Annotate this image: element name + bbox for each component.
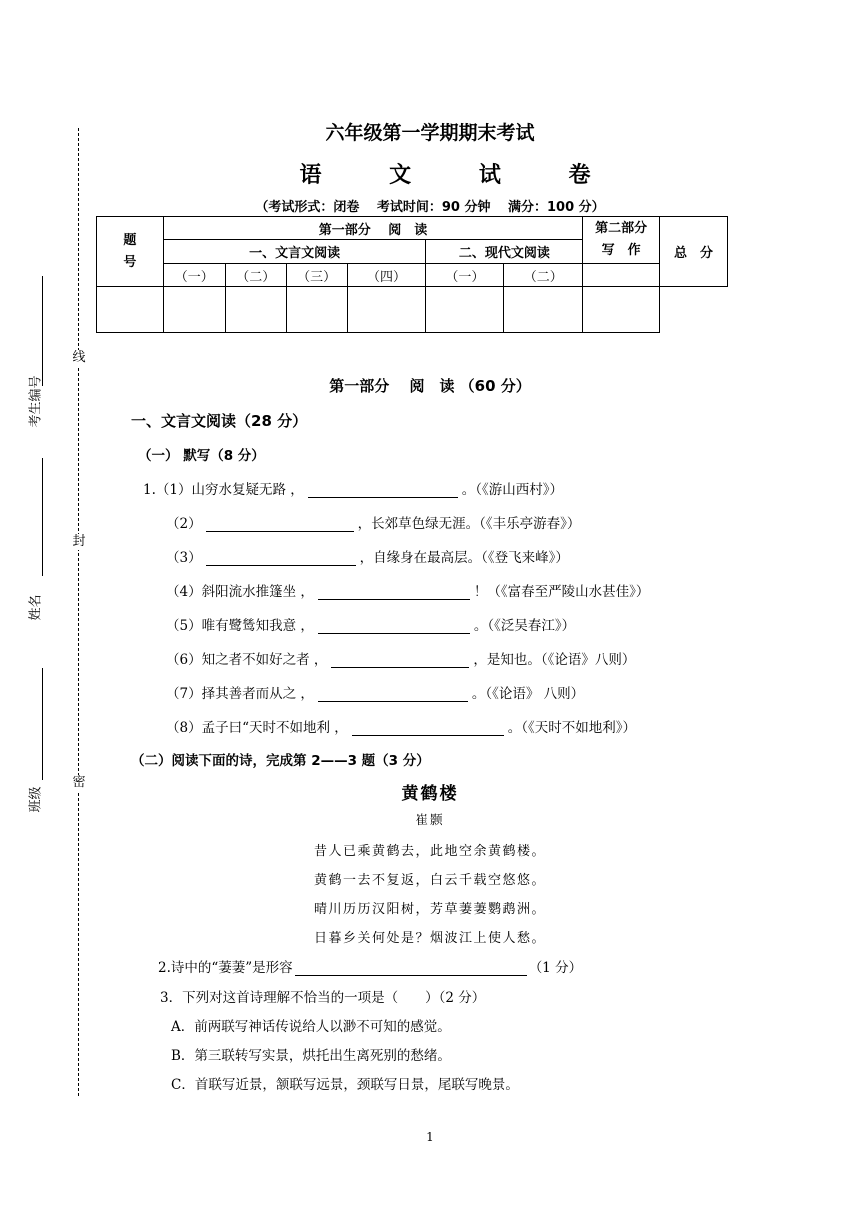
- paper-subtitle: 语 文 试 卷: [299, 163, 621, 188]
- answer-blank[interactable]: [318, 583, 470, 600]
- answer-blank[interactable]: [352, 719, 504, 736]
- item-number: （2）: [166, 516, 202, 532]
- score-cell[interactable]: [583, 287, 660, 333]
- score-cell[interactable]: [225, 287, 286, 333]
- name-label: 姓名: [28, 594, 44, 621]
- item-number: （8）: [166, 720, 202, 736]
- item-after: 。（《泛吴春江》）: [473, 618, 576, 634]
- dictation-item: [166, 546, 569, 566]
- item-after: 。（《天时不如地利》）: [507, 720, 637, 736]
- item-before: 唯有鹭鸶知我意 ，: [201, 618, 314, 634]
- item-number: 1.（1）: [143, 482, 192, 498]
- class-line: [42, 668, 43, 780]
- item-number: （4）: [166, 584, 202, 600]
- option-a: A．前两联写神话传说给人以渺不可知的感觉。: [171, 1019, 451, 1035]
- score-table-sub2-2: （二）: [504, 264, 583, 287]
- score-table-sub1-3: （三）: [286, 264, 347, 287]
- poem-line: 日暮乡关何处是？烟波江上使人愁。: [313, 931, 546, 946]
- score-table-section1: 一、文言文阅读: [163, 240, 426, 264]
- score-cell[interactable]: [286, 287, 347, 333]
- score-table-part2-sub: 写 作: [601, 243, 641, 258]
- score-table: [96, 216, 728, 333]
- item-number: （6）: [166, 652, 202, 668]
- score-table-part2-label: 第二部分: [595, 221, 648, 236]
- exam-title: 六年级第一学期期末考试: [325, 122, 535, 144]
- score-cell[interactable]: [426, 287, 504, 333]
- question-2-points: （1 分）: [528, 960, 583, 976]
- dictation-item: [166, 580, 649, 600]
- sub1-heading: （一） 默写（8 分）: [138, 448, 265, 464]
- item-before: 择其善者而从之 ，: [201, 686, 314, 702]
- item-after: ，长郊草色绿无涯。（《丰乐亭游春》）: [357, 516, 581, 532]
- section1-heading: 一、文言文阅读（28 分）: [131, 412, 308, 430]
- option-c: C．首联写近景，颔联写远景，颈联写日景，尾联写晚景。: [171, 1077, 519, 1093]
- score-table-part2: [583, 217, 660, 264]
- poem-author: 崔颢: [415, 812, 445, 827]
- seal-dashed-line: [78, 128, 79, 1096]
- seal-char-mi: 密: [72, 775, 86, 790]
- score-table-total: 总 分: [660, 217, 728, 287]
- score-cell[interactable]: [163, 287, 225, 333]
- dictation-item: [166, 648, 635, 668]
- poem-line: 昔人已乘黄鹤去，此地空余黄鹤楼。: [313, 844, 546, 859]
- score-cell[interactable]: [347, 287, 426, 333]
- question-3-stem: 3．下列对这首诗理解不恰当的一项是（ ）（2 分）: [160, 990, 486, 1006]
- score-cell[interactable]: [97, 287, 164, 333]
- question-2-stem: 2.诗中的“萋萋”是形容: [158, 960, 293, 976]
- score-table-sub2-1: （一）: [426, 264, 504, 287]
- score-table-sub1-4: （四）: [347, 264, 426, 287]
- answer-blank[interactable]: [308, 481, 458, 498]
- item-before: 知之者不如好之者 ，: [201, 652, 328, 668]
- item-before: 山穷水复疑无路 ，: [191, 482, 304, 498]
- seal-char-feng: 封: [72, 534, 86, 549]
- class-label: 班级: [28, 786, 44, 813]
- answer-blank[interactable]: [318, 685, 468, 702]
- sub2-heading: （二）阅读下面的诗，完成第 2——3 题（3 分）: [131, 753, 430, 769]
- question-2: [158, 956, 582, 976]
- answer-blank[interactable]: [206, 549, 356, 566]
- item-number: （7）: [166, 686, 202, 702]
- answer-blank[interactable]: [331, 651, 469, 668]
- item-after: ，自缘身在最高层。（《登飞来峰》）: [359, 550, 569, 566]
- score-table-sub1-1: （一）: [163, 264, 225, 287]
- dictation-item: [166, 682, 584, 702]
- item-after: ！（《富春至严陵山水甚佳》）: [473, 584, 650, 600]
- poem-line: 晴川历历汉阳树，芳草萋萋鹦鹉洲。: [313, 902, 546, 917]
- answer-blank[interactable]: [318, 617, 470, 634]
- item-number: （3）: [166, 550, 202, 566]
- dictation-item: [143, 478, 563, 498]
- item-after: 。（《游山西村》）: [461, 482, 564, 498]
- dictation-item: [166, 614, 575, 634]
- part1-heading: 第一部分 阅 读 （60 分）: [329, 377, 531, 395]
- score-table-section2: 二、现代文阅读: [426, 240, 583, 264]
- item-number: （5）: [166, 618, 202, 634]
- seal-char-xian: 线: [72, 350, 86, 365]
- item-after: ，是知也。（《论语》八则）: [473, 652, 636, 668]
- option-b: B．第三联转写实景，烘托出生离死别的愁绪。: [171, 1048, 451, 1064]
- item-before: 孟子曰“天时不如地利 ，: [201, 720, 348, 736]
- dictation-item: [166, 716, 636, 736]
- score-table-part2-sub-cell: [583, 264, 660, 287]
- score-cell[interactable]: [504, 287, 583, 333]
- answer-blank[interactable]: [295, 959, 527, 976]
- page-number: 1: [426, 1130, 434, 1144]
- exam-no-label: 考生编号: [28, 375, 44, 428]
- exam-no-line: [42, 276, 43, 386]
- dictation-item: [166, 512, 580, 532]
- exam-info: （考试形式：闭卷 考试时间：90 分钟 满分：100 分）: [255, 200, 605, 215]
- item-after: 。（《论语》 八则）: [471, 686, 585, 702]
- name-line: [42, 458, 43, 576]
- poem-line: 黄鹤一去不复返，白云千载空悠悠。: [313, 873, 546, 888]
- item-before: 斜阳流水推篷坐 ，: [201, 584, 314, 600]
- score-table-part1: 第一部分 阅 读: [163, 217, 582, 240]
- answer-blank[interactable]: [206, 515, 354, 532]
- score-table-row-header: 题 号: [97, 217, 164, 287]
- poem-title: 黄鹤楼: [401, 784, 459, 804]
- score-table-sub1-2: （二）: [225, 264, 286, 287]
